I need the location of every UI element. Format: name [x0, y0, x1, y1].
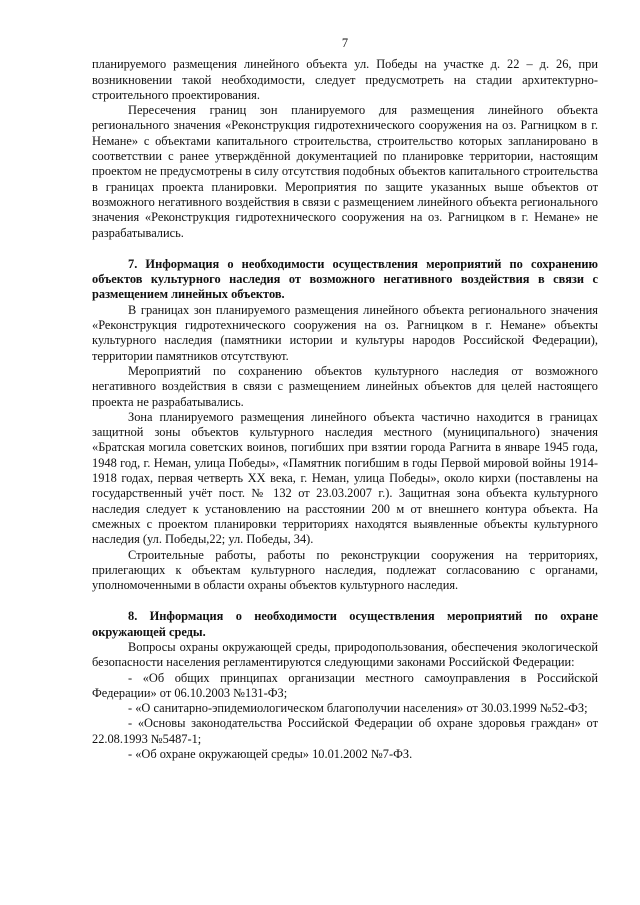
document-page [92, 36, 598, 762]
paragraph-intro: планируемого размещения линейного объекта ул. Победы на участке д. 22 – д. 26, при возникновении такой необходимости, следует предусмотреть на стадии архитектурно-строительного проектирования. [92, 57, 598, 102]
law-list-item: - «Основы законодательства Российской Федерации об охране здоровья граждан» от 22.08.1993 №5487-1; [92, 716, 598, 746]
page-number: 7 [341, 36, 349, 50]
section-8-paragraph-1: Вопросы охраны окружающей среды, природопользования, обеспечения экологической безопасности населения регламентируются следующими законами Российской Федерации: [92, 639, 598, 670]
section-7-paragraph-4: Строительные работы, работы по реконструкции сооружения на территориях, прилегающих к объектам культурного наследия, подлежат согласованию с органами, уполномоченными в области охраны объектов культурного наследия. [92, 547, 598, 593]
section-8-heading: 8. Информация о необходимости осуществления мероприятий по охране окружающей среды. [92, 609, 598, 639]
law-list-item: - «О санитарно-эпидемиологическом благополучии населения» от 30.03.1999 №52-ФЗ; [128, 701, 588, 716]
section-7-heading: 7. Информация о необходимости осуществления мероприятий по сохранению объектов культурного наследия от возможного негативного воздействия в связи с размещением линейных объектов. [92, 256, 598, 302]
section-7-paragraph-1: В границах зон планируемого размещения линейного объекта регионального значения «Реконструкция гидротехнического сооружения на оз. Рагницком в г. Немане» объекты культурного наследия (памятники истории и культуры народов Российской Федерации), территории памятников отсутствуют. [92, 302, 598, 363]
paragraph-intersections: Пересечения границ зон планируемого для размещения линейного объекта регионального значения «Реконструкция гидротехнического сооружения на оз. Рагницком в г. Немане» с объектами капитального строительства, строительство которых запланировано в соответствии с ранее утверждённой документацией по планировке территории, настоящим проектом не предусмотрены в силу отсутствия подобных объектов капитального строительства в границах проекта планировки. Мероприятия по защите указанных выше объектов от возможного негативного воздействия в связи с размещением линейного объекта регионального значения «Реконструкция гидротехнического сооружения на оз. Рагницком в г. Немане» не разрабатывались. [92, 103, 598, 240]
section-7-paragraph-3: Зона планируемого размещения линейного объекта частично находится в границах защитной зоны объектов культурного наследия местного (муниципального) значения «Братская могила советских воинов, погибших при взятии города Рагнита в январе 1945 года, 1948 год, г. Неман, улица Победы», «Памятник погибшим в годы Первой мировой войны 1914-1918 годах, первая четверть XX века, г. Неман, улица Победы», около кирхи (поставлены на государственный учёт пост. № 132 от 23.03.2007 г.). Защитная зона объекта культурного наследия следует к установлению на расстоянии 200 м от внешнего контура объекта. На смежных с проектом планировки территориях находятся выявленные объекты культурного наследия (ул. Победы,22; ул. Победы, 34). [92, 409, 598, 547]
law-list-item: - «Об охране окружающей среды» 10.01.2002 №7-ФЗ. [128, 747, 413, 762]
section-7-paragraph-2: Мероприятий по сохранению объектов культурного наследия от возможного негативного воздействия в связи с размещением линейных объектов для целей настоящего проекта не разрабатывались. [92, 363, 598, 409]
law-list-item: - «Об общих принципах организации местного самоуправления в Российской Федерации» от 06.10.2003 №131-ФЗ; [92, 670, 598, 700]
